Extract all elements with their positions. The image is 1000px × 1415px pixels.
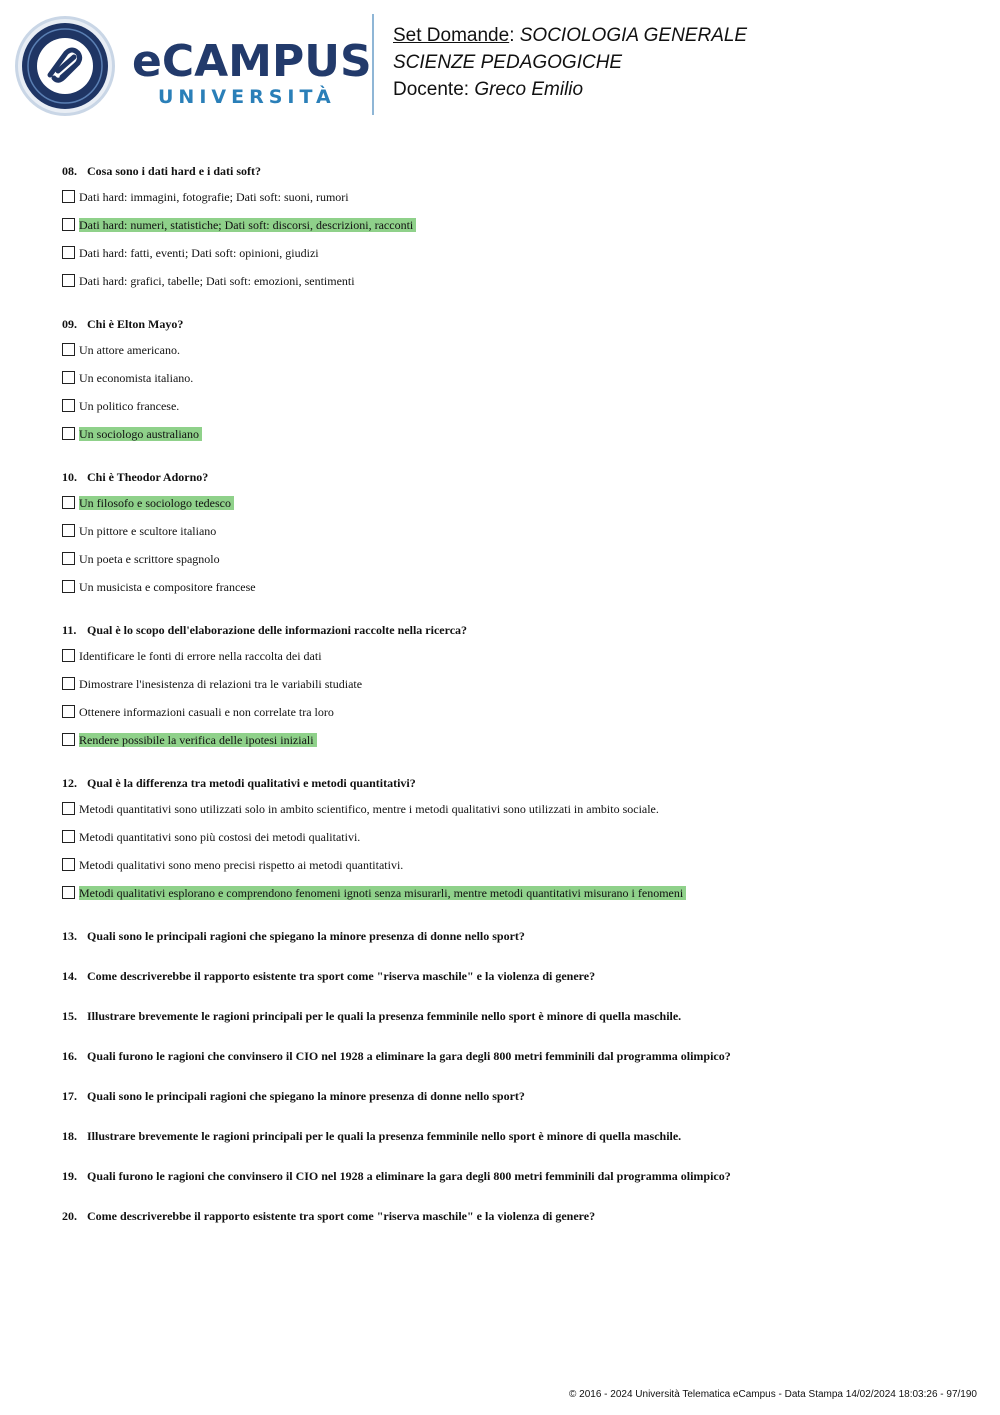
question-number: 11. — [62, 623, 77, 637]
course-name: SOCIOLOGIA GENERALE — [519, 25, 748, 46]
question-text: Qual è lo scopo dell'elaborazione delle informazioni raccolte nella ricerca? — [87, 623, 468, 637]
question-number: 12. — [62, 776, 77, 790]
question-title — [62, 622, 962, 638]
set-separator: : — [509, 25, 520, 46]
answer-checkbox[interactable] — [62, 399, 75, 412]
open-question-item — [62, 1168, 962, 1208]
answer-checkbox[interactable] — [62, 218, 75, 231]
answer-text-correct: Un filosofo e sociologo tedesco — [79, 496, 234, 510]
ecampus-seal-logo — [14, 15, 116, 117]
question-item — [62, 775, 962, 928]
answer-checkbox[interactable] — [62, 649, 75, 662]
answer-text: Un economista italiano. — [79, 371, 194, 385]
question-title — [62, 1088, 962, 1104]
question-title — [62, 1168, 962, 1184]
question-text: Illustrare brevemente le ragioni principali per le quali la presenza femminile nello sport è minore di quella maschile. — [87, 1129, 682, 1143]
answer-checkbox[interactable] — [62, 677, 75, 690]
answer-option[interactable] — [62, 190, 962, 218]
question-text: Quali furono le ragioni che convinsero il CIO nel 1928 a eliminare la gara degli 800 metri femminili dal programma olimpico? — [87, 1169, 731, 1183]
teacher-label: Docente: — [393, 79, 475, 100]
answer-option[interactable] — [62, 830, 962, 858]
answer-checkbox[interactable] — [62, 830, 75, 843]
question-title — [62, 775, 962, 791]
answer-text: Dati hard: grafici, tabelle; Dati soft: emozioni, sentimenti — [79, 274, 355, 288]
open-question-item — [62, 1088, 962, 1128]
answer-checkbox[interactable] — [62, 886, 75, 899]
answer-text: Un poeta e scrittore spagnolo — [79, 552, 220, 566]
question-number: 20. — [62, 1209, 77, 1223]
question-text: Illustrare brevemente le ragioni principali per le quali la presenza femminile nello sport è minore di quella maschile. — [87, 1009, 682, 1023]
answer-text: Metodi qualitativi sono meno precisi rispetto ai metodi quantitativi. — [79, 858, 404, 872]
answer-options — [62, 649, 962, 761]
open-question-item — [62, 1208, 962, 1248]
answer-option[interactable] — [62, 649, 962, 677]
open-question-item — [62, 1128, 962, 1168]
answer-option[interactable] — [62, 552, 962, 580]
question-title — [62, 968, 962, 984]
question-item — [62, 316, 962, 469]
answer-option[interactable] — [62, 399, 962, 427]
question-item — [62, 469, 962, 622]
answer-checkbox[interactable] — [62, 274, 75, 287]
answer-option[interactable] — [62, 496, 962, 524]
answer-option[interactable] — [62, 858, 962, 886]
question-title — [62, 163, 962, 179]
answer-text: Ottenere informazioni casuali e non correlate tra loro — [79, 705, 334, 719]
answer-text-correct: Rendere possibile la verifica delle ipotesi iniziali — [79, 733, 317, 747]
question-text: Quali sono le principali ragioni che spiegano la minore presenza di donne nello sport? — [87, 929, 525, 943]
open-question-item — [62, 1008, 962, 1048]
logo-subtitle: UNIVERSITÀ — [158, 86, 336, 108]
answer-checkbox[interactable] — [62, 524, 75, 537]
page-header — [0, 0, 1000, 130]
answer-text: Un musicista e compositore francese — [79, 580, 256, 594]
question-number: 16. — [62, 1049, 77, 1063]
question-spacer — [62, 608, 962, 622]
answer-checkbox[interactable] — [62, 427, 75, 440]
answer-options — [62, 496, 962, 608]
questions-list — [62, 163, 962, 1248]
answer-options — [62, 343, 962, 455]
page-footer: © 2016 - 2024 Università Telematica eCampus - Data Stampa 14/02/2024 18:03:26 - 97/190 — [569, 1389, 977, 1400]
answer-checkbox[interactable] — [62, 580, 75, 593]
question-number: 10. — [62, 470, 77, 484]
question-text: Quali furono le ragioni che convinsero il CIO nel 1928 a eliminare la gara degli 800 metri femminili dal programma olimpico? — [87, 1049, 731, 1063]
answer-checkbox[interactable] — [62, 190, 75, 203]
course-line — [393, 22, 747, 49]
answer-text-correct: Dati hard: numeri, statistiche; Dati soft: discorsi, descrizioni, racconti — [79, 218, 416, 232]
header-divider — [372, 14, 374, 115]
question-title — [62, 1208, 962, 1224]
question-text: Chi è Elton Mayo? — [87, 317, 184, 331]
question-number: 17. — [62, 1089, 77, 1103]
answer-checkbox[interactable] — [62, 496, 75, 509]
question-text: Qual è la differenza tra metodi qualitativi e metodi quantitativi? — [87, 776, 416, 790]
teacher-line — [393, 76, 747, 103]
header-info — [393, 22, 747, 103]
answer-option[interactable] — [62, 802, 962, 830]
answer-text: Identificare le fonti di errore nella raccolta dei dati — [79, 649, 322, 663]
open-question-item — [62, 968, 962, 1008]
question-item — [62, 622, 962, 775]
question-title — [62, 469, 962, 485]
question-number: 15. — [62, 1009, 77, 1023]
answer-text: Dimostrare l'inesistenza di relazioni tra le variabili studiate — [79, 677, 363, 691]
question-number: 14. — [62, 969, 77, 983]
answer-text: Un pittore e scultore italiano — [79, 524, 217, 538]
answer-text-correct: Un sociologo australiano — [79, 427, 202, 441]
answer-text: Dati hard: immagini, fotografie; Dati soft: suoni, rumori — [79, 190, 349, 204]
answer-checkbox[interactable] — [62, 733, 75, 746]
question-number: 18. — [62, 1129, 77, 1143]
question-number: 09. — [62, 317, 77, 331]
answer-text: Metodi quantitativi sono più costosi dei metodi qualitativi. — [79, 830, 361, 844]
question-text: Come descriverebbe il rapporto esistente tra sport come "riserva maschile" e la violenza di genere? — [87, 969, 596, 983]
answer-checkbox[interactable] — [62, 802, 75, 815]
teacher-name: Greco Emilio — [474, 79, 584, 100]
answer-text: Dati hard: fatti, eventi; Dati soft: opinioni, giudizi — [79, 246, 319, 260]
open-question-item — [62, 928, 962, 968]
question-number: 13. — [62, 929, 77, 943]
question-title — [62, 316, 962, 332]
question-number: 19. — [62, 1169, 77, 1183]
answer-option[interactable] — [62, 677, 962, 705]
answer-option[interactable] — [62, 371, 962, 399]
question-number: 08. — [62, 164, 77, 178]
answer-option[interactable] — [62, 274, 962, 302]
question-title — [62, 1008, 962, 1024]
answer-text: Un attore americano. — [79, 343, 180, 357]
answer-option[interactable] — [62, 580, 962, 608]
answer-option[interactable] — [62, 705, 962, 733]
answer-text: Un politico francese. — [79, 399, 180, 413]
question-spacer — [62, 761, 962, 775]
open-question-item — [62, 1048, 962, 1088]
answer-option[interactable] — [62, 524, 962, 552]
answer-checkbox[interactable] — [62, 246, 75, 259]
answer-options — [62, 190, 962, 302]
answer-options — [62, 802, 962, 914]
answer-checkbox[interactable] — [62, 343, 75, 356]
question-spacer — [62, 914, 962, 928]
answer-option[interactable] — [62, 343, 962, 371]
answer-option[interactable] — [62, 733, 962, 761]
question-text: Quali sono le principali ragioni che spiegano la minore presenza di donne nello sport? — [87, 1089, 525, 1103]
answer-checkbox[interactable] — [62, 705, 75, 718]
question-text: Come descriverebbe il rapporto esistente tra sport come "riserva maschile" e la violenza di genere? — [87, 1209, 596, 1223]
answer-option[interactable] — [62, 246, 962, 274]
question-spacer — [62, 455, 962, 469]
question-title — [62, 1128, 962, 1144]
answer-checkbox[interactable] — [62, 858, 75, 871]
question-title — [62, 1048, 962, 1064]
question-title — [62, 928, 962, 944]
answer-checkbox[interactable] — [62, 371, 75, 384]
question-item — [62, 163, 962, 316]
question-text: Cosa sono i dati hard e i dati soft? — [87, 164, 262, 178]
degree-name: SCIENZE PEDAGOGICHE — [393, 52, 623, 73]
answer-option[interactable] — [62, 886, 962, 914]
set-label: Set Domande — [393, 25, 510, 46]
answer-text-correct: Metodi qualitativi esplorano e comprendono fenomeni ignoti senza misurarli, mentre metodi quantitativi misurano i fenomeni — [79, 886, 686, 900]
answer-checkbox[interactable] — [62, 552, 75, 565]
logo-wordmark: eCAMPUS — [132, 36, 372, 87]
question-spacer — [62, 302, 962, 316]
answer-option[interactable] — [62, 218, 962, 246]
answer-text: Metodi quantitativi sono utilizzati solo in ambito scientifico, mentre i metodi qualitativi sono utilizzati in ambito sociale. — [79, 802, 659, 816]
answer-option[interactable] — [62, 427, 962, 455]
question-text: Chi è Theodor Adorno? — [87, 470, 209, 484]
